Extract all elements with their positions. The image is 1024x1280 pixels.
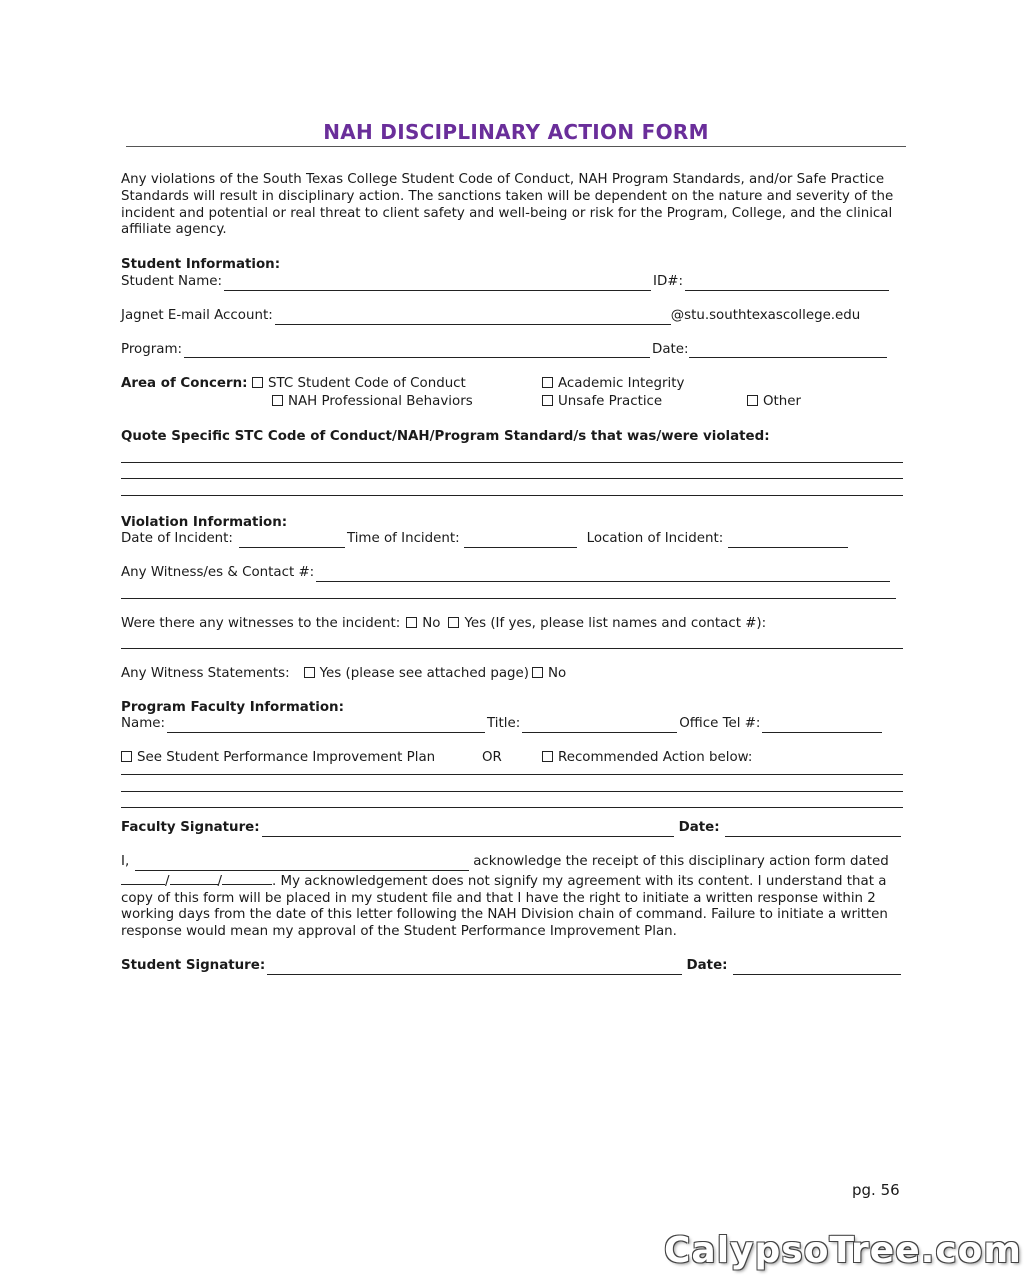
faculty-date-label: Date: xyxy=(678,820,720,836)
concern-option-academic-integrity[interactable]: Academic Integrity xyxy=(542,376,684,393)
program-row xyxy=(121,342,903,359)
checkbox-icon[interactable] xyxy=(252,377,263,388)
checkbox-icon[interactable] xyxy=(448,617,459,628)
statements-no-option[interactable]: No xyxy=(532,666,566,683)
witness-contact-row xyxy=(121,565,903,582)
email-field[interactable] xyxy=(275,311,671,325)
quote-line-2[interactable] xyxy=(121,463,903,480)
faculty-row xyxy=(121,716,903,733)
ack-month-field[interactable] xyxy=(121,871,165,885)
concern-option-unsafe-practice[interactable]: Unsafe Practice xyxy=(542,394,662,411)
program-label: Program: xyxy=(121,341,183,357)
email-label: Jagnet E-mail Account: xyxy=(121,307,273,323)
incident-row xyxy=(121,531,903,548)
faculty-options-row xyxy=(121,750,903,768)
ack-body-text: . My acknowledgement does not signify my agreement with its content. I understand that a copy of this form will be placed in my student file and that I have the right to initiate a written response within 2 working days from the date of this letter following the NAH Division chain of command. Failure to initiate a written response would mean my approval of the Student Performance Improvement Plan. xyxy=(121,873,888,940)
faculty-tel-label: Office Tel #: xyxy=(679,716,761,732)
quote-line-1[interactable] xyxy=(121,446,903,463)
faculty-signature-label: Faculty Signature: xyxy=(121,820,260,836)
checkbox-icon[interactable] xyxy=(532,667,543,678)
quote-line-3[interactable] xyxy=(121,479,903,496)
student-name-label: Student Name: xyxy=(121,273,222,289)
statements-row xyxy=(121,666,903,683)
incident-location-field[interactable] xyxy=(728,534,848,548)
form-content xyxy=(121,172,903,975)
checkbox-icon[interactable] xyxy=(542,377,553,388)
student-name-row xyxy=(121,274,903,291)
witness-no-option[interactable]: No xyxy=(406,616,440,633)
checkbox-icon[interactable] xyxy=(542,751,553,762)
or-text: OR xyxy=(482,750,502,766)
option-recommended-action[interactable]: Recommended Action below: xyxy=(542,750,752,767)
intro-paragraph: Any violations of the South Texas College Student Code of Conduct, NAH Program Standards, and/or Safe Practice Standards will result in disciplinary action. The sanctions taken will be dependent on the nature and severity of the incident and potential or real threat to client safety and well-being or risk for the Program, College, and the clinical affiliate agency. xyxy=(121,172,894,238)
checkbox-icon[interactable] xyxy=(304,667,315,678)
concern-option-code-of-conduct[interactable]: STC Student Code of Conduct xyxy=(252,376,466,393)
checkbox-icon[interactable] xyxy=(406,617,417,628)
incident-time-label: Time of Incident: xyxy=(346,531,460,547)
faculty-tel-field[interactable] xyxy=(762,719,882,733)
faculty-name-label: Name: xyxy=(121,716,166,732)
incident-date-field[interactable] xyxy=(239,534,345,548)
incident-time-field[interactable] xyxy=(464,534,577,548)
incident-location-label: Location of Incident: xyxy=(586,531,724,547)
faculty-date-field[interactable] xyxy=(725,823,901,837)
action-line-1[interactable] xyxy=(121,768,903,775)
student-signature-row xyxy=(121,958,903,975)
faculty-title-field[interactable] xyxy=(522,719,677,733)
faculty-signature-field[interactable] xyxy=(262,823,674,837)
witness-yes-option[interactable]: Yes (If yes, please list names and contact #): xyxy=(448,616,766,633)
faculty-signature-row xyxy=(121,820,903,837)
student-id-field[interactable] xyxy=(685,277,889,291)
ack-prefix: I, xyxy=(121,854,130,870)
faculty-name-field[interactable] xyxy=(167,719,485,733)
ack-name-field[interactable] xyxy=(135,857,469,871)
option-improvement-plan[interactable]: See Student Performance Improvement Plan xyxy=(121,750,435,767)
student-info-heading: Student Information: xyxy=(121,257,281,273)
page-title: NAH DISCIPLINARY ACTION FORM xyxy=(323,120,709,144)
acknowledgement-paragraph: I, acknowledge the receipt of this disciplinary action form dated / / . My acknowledgement does not signify my agreement with its content. I understand that a copy of this form will be placed in my student file and that I have the right to initiate a written response within 2 working days from the date of this letter following the NAH Division chain of command. Failure to initiate a written response would mean my approval of the Student Performance Improvement Plan. xyxy=(121,854,889,940)
witness-contact-line-2[interactable] xyxy=(121,582,896,599)
checkbox-icon[interactable] xyxy=(747,395,758,406)
page-number: pg. 56 xyxy=(852,1181,900,1199)
checkbox-icon[interactable] xyxy=(542,395,553,406)
program-date-label: Date: xyxy=(652,341,689,357)
checkbox-icon[interactable] xyxy=(272,395,283,406)
witness-contact-field[interactable] xyxy=(316,568,890,582)
ack-year-field[interactable] xyxy=(222,871,272,885)
student-date-label: Date: xyxy=(686,958,728,974)
concern-option-professional-behaviors[interactable]: NAH Professional Behaviors xyxy=(272,394,473,411)
title-rule xyxy=(126,118,906,147)
checkbox-icon[interactable] xyxy=(121,751,132,762)
witness-contact-label: Any Witness/es & Contact #: xyxy=(121,565,315,581)
program-field[interactable] xyxy=(184,344,650,358)
area-of-concern xyxy=(121,376,903,410)
ack-line1-suffix: acknowledge the receipt of this disciplinary action form dated xyxy=(473,854,889,870)
program-date-field[interactable] xyxy=(689,344,887,358)
violation-info-heading: Violation Information: xyxy=(121,514,288,530)
concern-option-other[interactable]: Other xyxy=(747,394,801,411)
ack-day-field[interactable] xyxy=(170,871,218,885)
faculty-info-heading: Program Faculty Information: xyxy=(121,699,344,715)
student-signature-field[interactable] xyxy=(267,961,681,975)
action-line-2[interactable] xyxy=(121,775,903,792)
statements-label: Any Witness Statements: xyxy=(121,665,290,681)
student-id-label: ID#: xyxy=(653,273,683,289)
action-line-3[interactable] xyxy=(121,792,903,809)
email-row xyxy=(121,308,903,325)
incident-date-label: Date of Incident: xyxy=(121,531,233,547)
student-date-field[interactable] xyxy=(733,961,901,975)
area-of-concern-label: Area of Concern: xyxy=(121,376,248,392)
quote-heading: Quote Specific STC Code of Conduct/NAH/Program Standard/s that was/were violated: xyxy=(121,429,770,445)
faculty-title-label: Title: xyxy=(487,716,521,732)
watermark: CalypsoTree.com xyxy=(664,1230,1022,1271)
witness-question-row xyxy=(121,616,903,633)
witness-list-line[interactable] xyxy=(121,632,903,649)
student-name-field[interactable] xyxy=(224,277,651,291)
student-signature-label: Student Signature: xyxy=(121,958,266,974)
email-suffix: @stu.southtexascollege.edu xyxy=(670,307,861,323)
statements-yes-option[interactable]: Yes (please see attached page) xyxy=(304,666,529,683)
witness-question-label: Were there any witnesses to the incident: xyxy=(121,615,401,631)
